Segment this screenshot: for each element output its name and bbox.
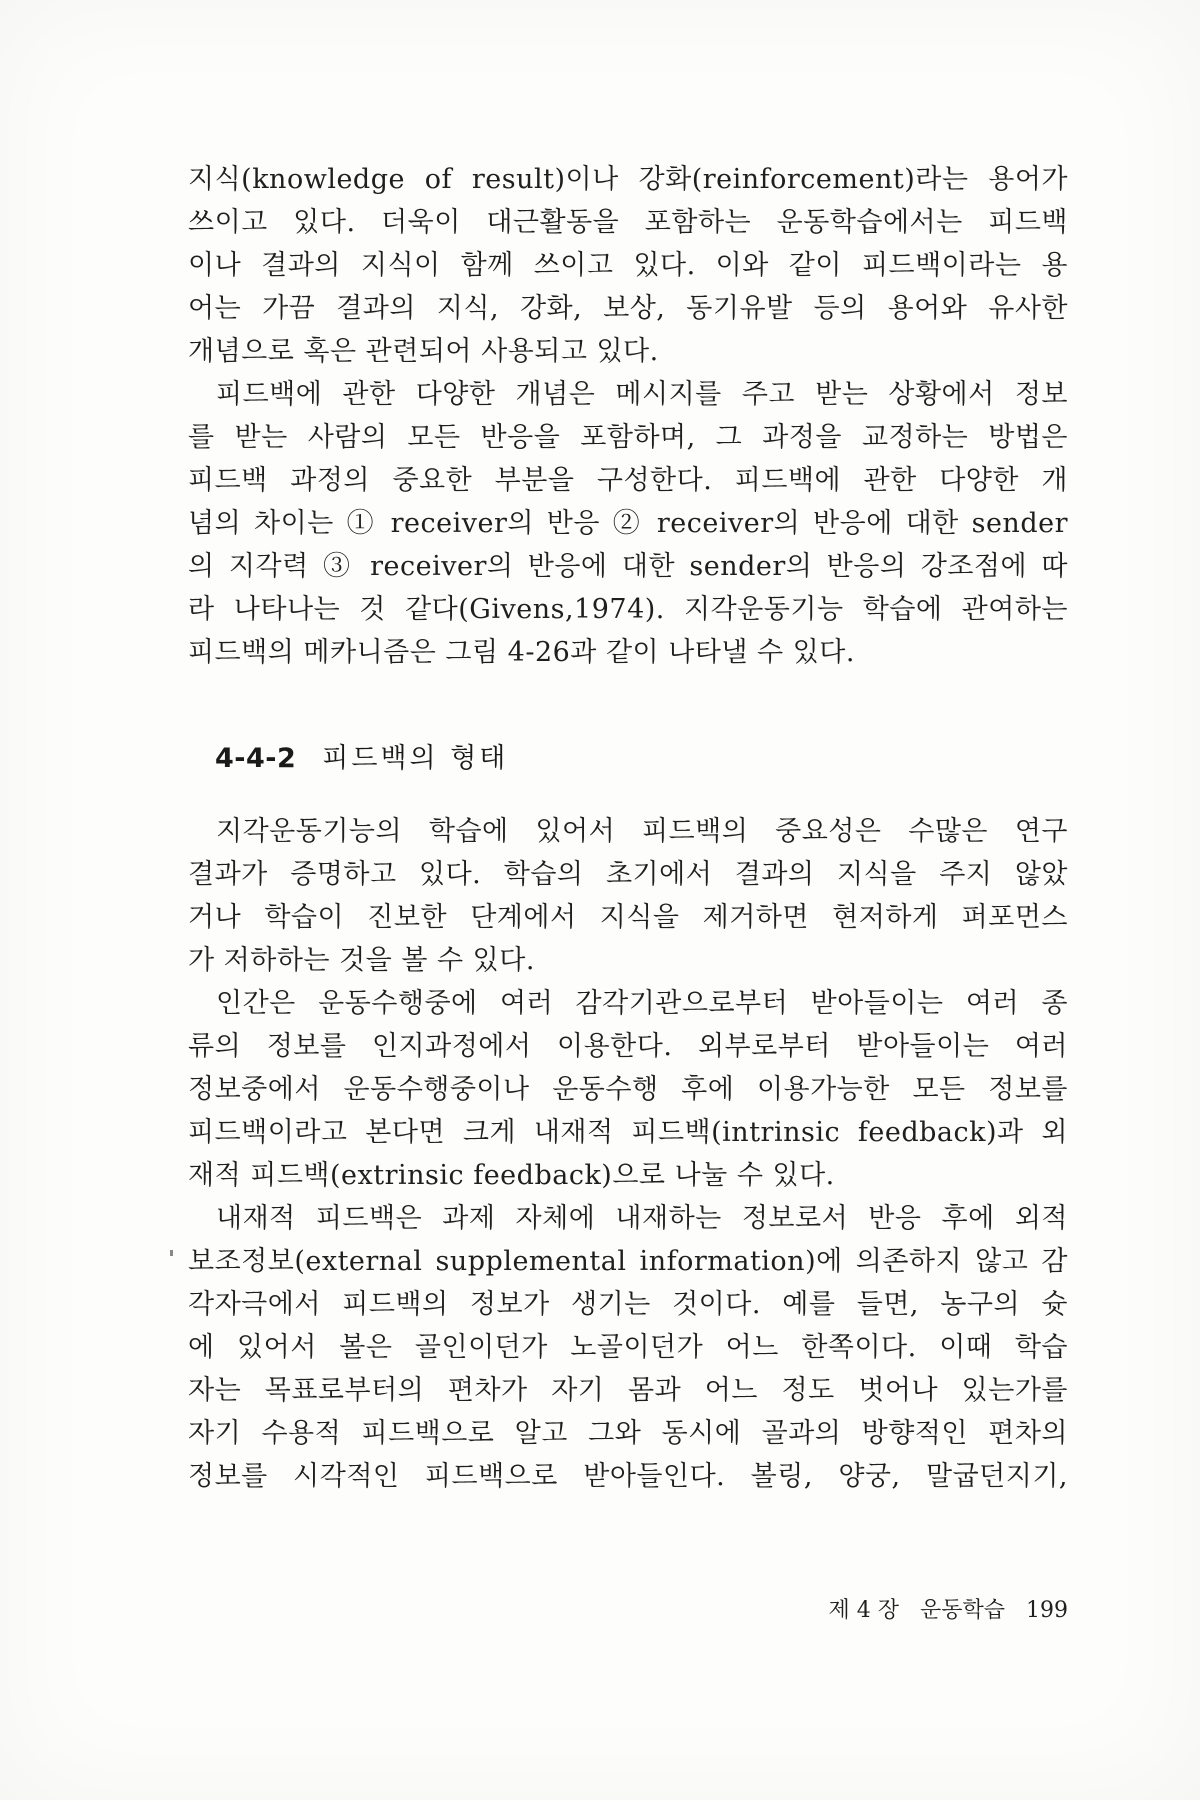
page-footer (814, 1593, 1068, 1624)
text-line: 어는 가끔 결과의 지식, 강화, 보상, 동기유발 등의 용어와 유사한 (188, 293, 1068, 324)
text-line: 보조정보(external supplemental information)에 의존하지 않고 감 (188, 1246, 1068, 1277)
page-number: 199 (1026, 1598, 1068, 1623)
footer-chapter-title: 운동학습 (919, 1598, 1005, 1623)
text-line: 거나 학습이 진보한 단계에서 지식을 제거하면 현저하게 퍼포먼스 (188, 902, 1068, 933)
text-line: 의 지각력 ③ receiver의 반응에 대한 sender의 반응의 강조점에 따 (188, 551, 1068, 582)
text-line: 류의 정보를 인지과정에서 이용한다. 외부로부터 받아들이는 여러 (188, 1031, 1068, 1062)
text-line: 피드백에 관한 다양한 개념은 메시지를 주고 받는 상황에서 정보 (216, 379, 1068, 410)
text-line: 재적 피드백(extrinsic feedback)으로 나눌 수 있다. (188, 1160, 835, 1191)
section-number: 4-4-2 (215, 743, 297, 774)
text-line: 에 있어서 볼은 골인이던가 노골이던가 어느 한쪽이다. 이때 학습 (188, 1332, 1068, 1363)
text-line: 피드백의 메카니즘은 그림 4-26과 같이 나타낼 수 있다. (188, 637, 855, 668)
text-line: 라 나타나는 것 같다(Givens,1974). 지각운동기능 학습에 관여하는 (188, 594, 1068, 625)
section-heading (215, 736, 508, 775)
text-line: 가 저하하는 것을 볼 수 있다. (188, 945, 535, 976)
text-line: 피드백 과정의 중요한 부분을 구성한다. 피드백에 관한 다양한 개 (188, 465, 1068, 496)
text-line: 인간은 운동수행중에 여러 감각기관으로부터 받아들이는 여러 종 (216, 988, 1068, 1019)
text-line: 자기 수용적 피드백으로 알고 그와 동시에 골과의 방향적인 편차의 (188, 1418, 1068, 1449)
text-line: 지각운동기능의 학습에 있어서 피드백의 중요성은 수많은 연구 (216, 816, 1068, 847)
text-line: 이나 결과의 지식이 함께 쓰이고 있다. 이와 같이 피드백이라는 용 (188, 250, 1068, 281)
section-title: 피드백의 형태 (322, 743, 509, 774)
text-line: 쓰이고 있다. 더욱이 대근활동을 포함하는 운동학습에서는 피드백 (188, 207, 1068, 238)
text-line: 자는 목표로부터의 편차가 자기 몸과 어느 정도 벗어나 있는가를 (188, 1375, 1068, 1406)
text-line: 결과가 증명하고 있다. 학습의 초기에서 결과의 지식을 주지 않았 (188, 859, 1068, 890)
text-line: 정보중에서 운동수행중이나 운동수행 후에 이용가능한 모든 정보를 (188, 1074, 1068, 1105)
text-line: 개념으로 혹은 관련되어 사용되고 있다. (188, 336, 659, 367)
text-line: 정보를 시각적인 피드백으로 받아들인다. 볼링, 양궁, 말굽던지기, (188, 1461, 1068, 1492)
text-block-top (188, 158, 1068, 674)
footer-chapter: 제 4 장 (828, 1598, 899, 1623)
text-line: 지식(knowledge of result)이나 강화(reinforcement)라는 용어가 (188, 164, 1068, 195)
text-line: 피드백이라고 본다면 크게 내재적 피드백(intrinsic feedback)과 외 (188, 1117, 1068, 1148)
text-block-bottom (188, 810, 1068, 1498)
text-line: 를 받는 사람의 모든 반응을 포함하며, 그 과정을 교정하는 방법은 (188, 422, 1068, 453)
text-line: 념의 차이는 ① receiver의 반응 ② receiver의 반응에 대한 sender (188, 508, 1068, 539)
text-line: 각자극에서 피드백의 정보가 생기는 것이다. 예를 들면, 농구의 슛 (188, 1289, 1068, 1320)
scan-speck (170, 1250, 173, 1256)
text-line: 내재적 피드백은 과제 자체에 내재하는 정보로서 반응 후에 외적 (216, 1203, 1068, 1234)
